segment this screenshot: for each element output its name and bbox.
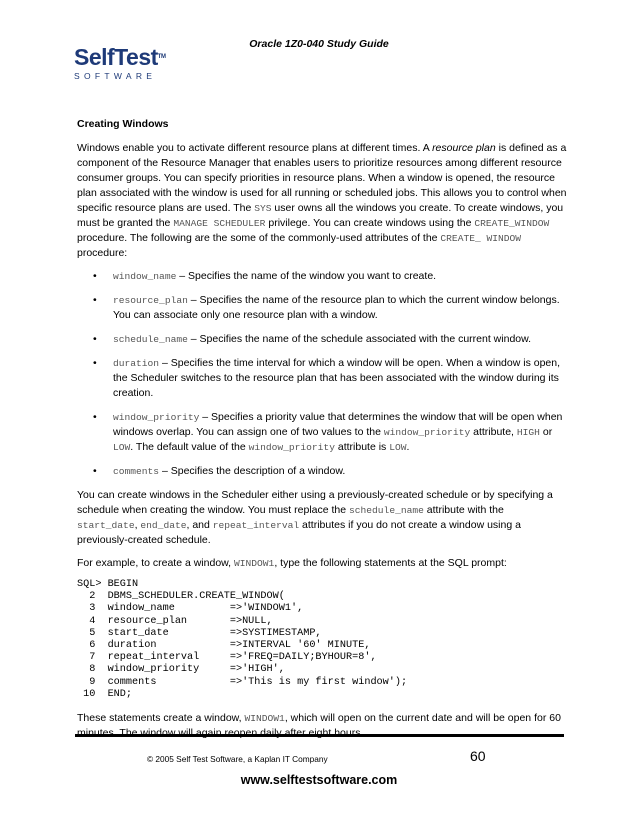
sql-code-block: SQL> BEGIN 2 DBMS_SCHEDULER.CREATE_WINDOW( 3 window_name =>'WINDOW1', 4 resource_plan =>NULL, 5 start_date =>SYSTIMESTAMP, 6 duration =>INTERVAL '60' MINUTE, 7 repeat_interval =>'FREQ=DAILY;BYHOUR=8', 8 window_priority =>'HIGH', 9 comments =>'This is my first window'); 10 END; — [77, 579, 408, 700]
example-paragraph: For example, to create a window, WINDOW1, type the following statements at the SQL prompt: — [77, 557, 507, 569]
schedule-paragraph: You can create windows in the Scheduler either using a previously-created schedule or by specifying a schedule when creating the window. You must replace the schedule_name attribute with the start_date, end_date, and repeat_interval attributes if you do not create a window using a previously-created schedule. — [77, 489, 553, 546]
intro-paragraph: Windows enable you to activate different resource plans at different times. A resource plan is defined as a component of the Resource Manager that enables users to prioritize resources among different resource consumer groups. You can specify priorities in resource plans. When a window is opened, the resource plan associated with the window is used for all running or scheduled jobs. This allows you to control when specific resource plans are used. The SYS user owns all the windows you create. To create windows, you must be granted the MANAGE SCHEDULER privilege. You can create windows using the CREATE_WINDOW procedure. The following are the some of the commonly-used attributes of the CREATE_ WINDOW procedure: — [77, 142, 567, 259]
selftest-logo — [74, 45, 174, 85]
list-item: • duration – Specifies the time interval for which a window will be open. When a window is open, the Scheduler switches to the resource plan that has been associated with the window during its creation. — [113, 356, 567, 401]
result-paragraph: These statements create a window, WINDOW1, which will open on the current date and will be open for 60 — [77, 712, 561, 725]
list-item: • window_name – Specifies the name of the window you want to create. — [113, 269, 567, 284]
list-item: • schedule_name – Specifies the name of the schedule associated with the current window. — [113, 332, 567, 347]
list-item: • window_priority – Specifies a priority value that determines the window that will be open when windows overlap. You can assign one of two values to the window_priority attribute, HIGH or LOW. The default value of the window_priority attribute is LOW. — [113, 410, 567, 455]
logo-brand: SelfTest™ — [74, 44, 166, 70]
attribute-list — [77, 269, 567, 479]
page-number: 60 — [470, 748, 486, 764]
footer-divider — [75, 734, 564, 737]
section-heading: Creating Windows — [77, 118, 169, 130]
document-header-title: Oracle 1Z0-040 Study Guide — [249, 38, 389, 50]
logo-subtitle: SOFTWARE — [74, 71, 157, 81]
page-content — [77, 117, 567, 749]
footer-copyright: © 2005 Self Test Software, a Kaplan IT Company — [147, 754, 328, 764]
footer-url: www.selftestsoftware.com — [240, 773, 398, 787]
logo-trademark: TM — [157, 54, 166, 60]
list-item: • resource_plan – Specifies the name of the resource plan to which the current window belongs. You can associate only one resource plan with a window. — [113, 293, 567, 323]
list-item: • comments – Specifies the description of a window. — [113, 464, 567, 479]
